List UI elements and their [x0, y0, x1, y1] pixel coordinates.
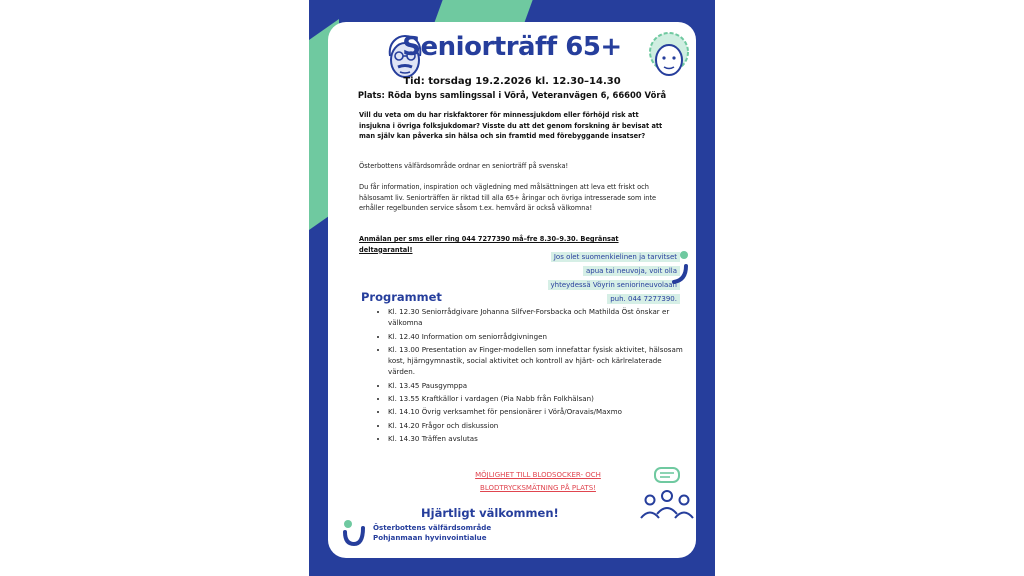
program-item: • Kl. 14.20 Frågor och diskussion [388, 420, 688, 431]
organization-name-sv: Österbottens välfärdsområde [373, 523, 492, 532]
program-item: • Kl. 12.40 Information om seniorrådgivningen [388, 331, 688, 342]
finnish-note-line: puh. 044 7277390. [607, 294, 680, 304]
group-discussion-icon [638, 466, 696, 522]
info-text: Du får information, inspiration och vägledning med målsättningen att leva ett friskt och hälsosamt liv. Seniorträffen är riktad till alla 65+ åringar och övriga intresserade som inte erhåller regelbunden service såsom t.ex. hemvård är också välkomna! [359, 183, 657, 213]
program-list [376, 306, 688, 446]
intro-text: Vill du veta om du har riskfaktorer för minnessjukdom eller förhöjd risk att insjukna i övriga folksjukdomar? Visste du att det genom forskning är bevisat att man själv kan påverka sin hälsa och sin framtid med förebyggande insatser? [359, 111, 663, 141]
poster-card [328, 22, 696, 558]
page-title: Seniorträff 65+ [402, 32, 622, 62]
program-item: • Kl. 14.30 Träffen avslutas [388, 433, 688, 444]
program-item: • Kl. 13.45 Pausgymppa [388, 380, 688, 391]
organization-name-fi: Pohjanmaan hyvinvointialue [373, 533, 487, 542]
organization-logo-icon [342, 518, 366, 548]
organization-logo-icon [674, 250, 690, 286]
event-place: Plats: Röda byns samlingssal i Vörå, Veteranvägen 6, 66600 Vörå [357, 90, 667, 100]
event-poster [309, 0, 715, 576]
finnish-note-line: Jos olet suomenkielinen ja tarvitset [551, 252, 680, 262]
signup-text: Anmälan per sms eller ring 044 7277390 må–fre 8.30–9.30. Begränsat deltagarantal! [359, 235, 619, 254]
measurement-note [433, 469, 643, 495]
program-item: • Kl. 13.55 Kraftkällor i vardagen (Pia Nabb från Folkhälsan) [388, 393, 688, 404]
organizer-text: Österbottens välfärdsområde ordnar en seniorträff på svenska! [359, 162, 569, 170]
welcome-text: Hjärtligt välkommen! [421, 506, 559, 520]
finnish-note-line: apua tai neuvoja, voit olla [583, 266, 680, 276]
program-item: • Kl. 13.00 Presentation av Finger-modellen som innefattar fysisk aktivitet, hälsosam kost, hjärngymnastik, social aktivitet och kontroll av hjärt- och kärlrelaterade värden. [388, 344, 688, 378]
finnish-note [524, 250, 680, 306]
program-item: • Kl. 14.10 Övrig verksamhet för pensionärer i Vörå/Oravais/Maxmo [388, 406, 688, 417]
measurement-note-line: MÖJLIGHET TILL BLODSOCKER- OCH [475, 471, 601, 479]
organization-name [373, 523, 491, 543]
measurement-note-line: BLODTRYCKSMÄTNING PÅ PLATS! [480, 484, 596, 492]
event-time: Tid: torsdag 19.2.2026 kl. 12.30–14.30 [403, 76, 621, 87]
finnish-note-line: yhteydessä Vöyrin seniorineuvolaan [548, 280, 681, 290]
program-heading: Programmet [361, 290, 442, 304]
program-item: • Kl. 12.30 Seniorrådgivare Johanna Silfver-Forsbacka och Mathilda Öst önskar er välkomna [388, 306, 688, 329]
